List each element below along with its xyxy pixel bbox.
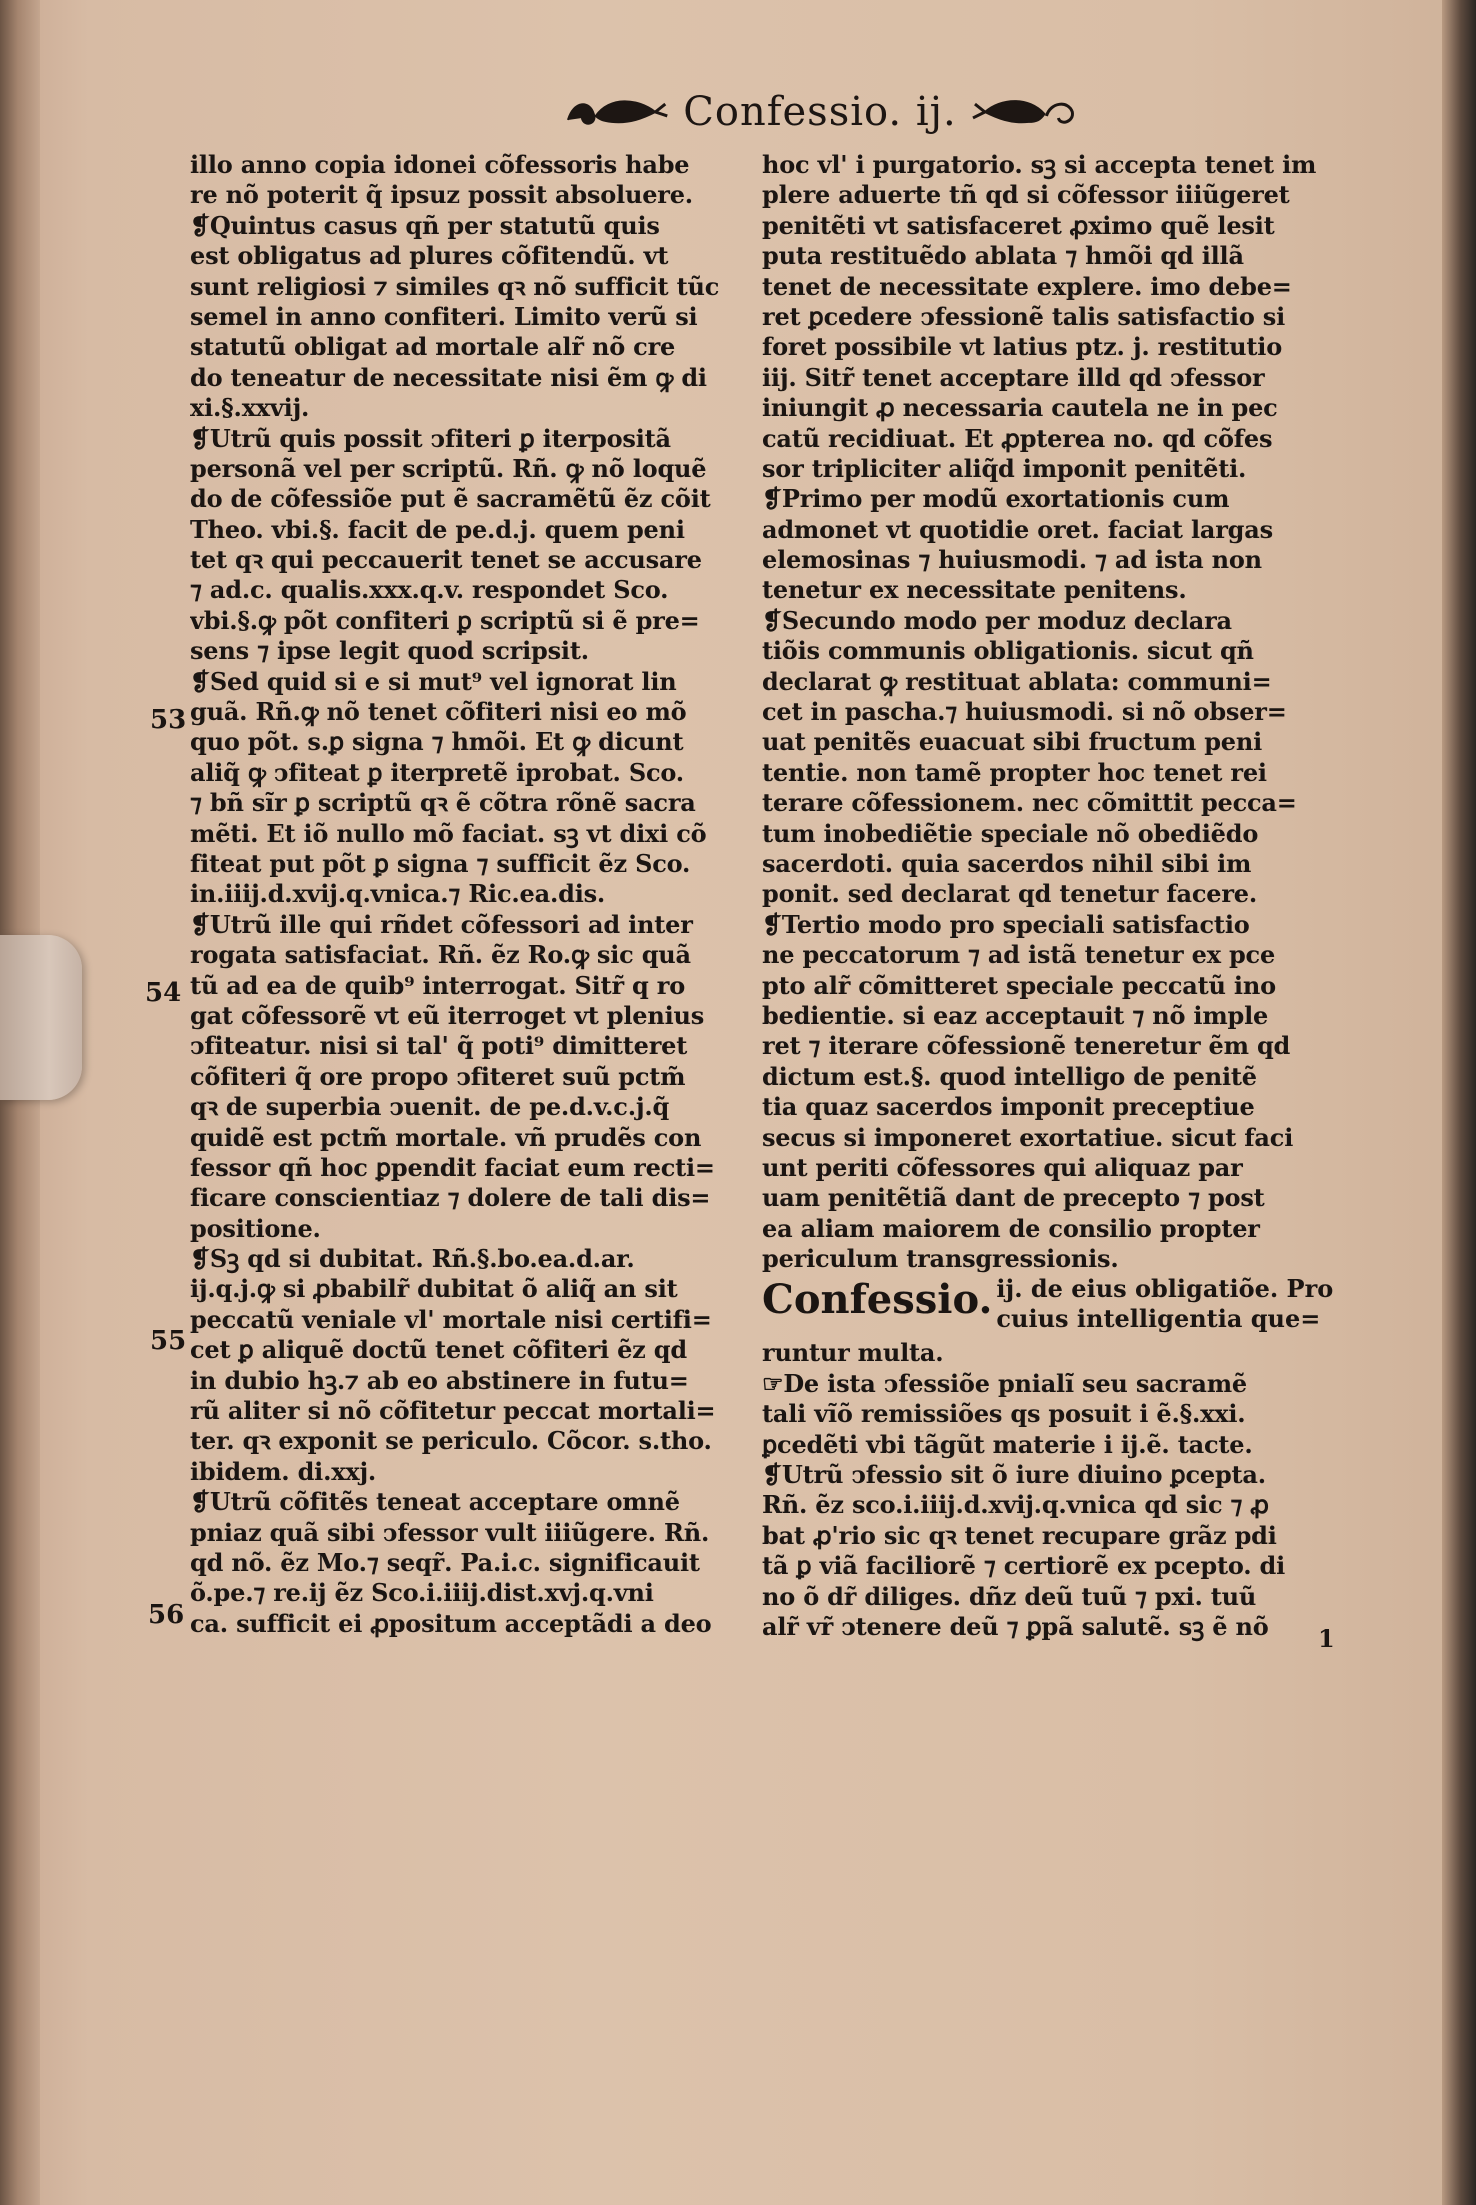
text-line: runtur multa. [762, 1338, 944, 1368]
text-line: sunt religiosi ⁊ similes qꝛ nõ sufficit tũc [190, 271, 720, 301]
text-line: ❡Sꝫ qd si dubitat. Rñ.§.bo.ea.d.ar. [190, 1244, 635, 1274]
text-line: dictum est.§. quod intelligo de penitẽ [762, 1061, 1257, 1091]
right-column [762, 150, 1334, 1642]
text-line: tali vĩõ remissiões qs posuit i ẽ.§.xxi. [762, 1399, 1246, 1429]
section-heading [762, 1274, 1334, 1338]
margin-number: 55 [150, 1326, 187, 1356]
running-title: Confessio. ij. [683, 89, 957, 135]
text-line: quo põt. s.ꝑ signa ⁊ hmõi. Et ꝙ dicunt [190, 727, 684, 757]
text-line: ponit. sed declarat qd tenetur facere. [762, 879, 1257, 909]
text-line: re nõ poterit q̃ ipsuz possit absoluere. [190, 180, 693, 210]
text-line: do teneatur de necessitate nisi ẽm ꝙ di [190, 362, 707, 392]
text-line: ❡Utrũ cõfitẽs teneat acceptare omnẽ [190, 1487, 680, 1517]
text-line: ret ꝑcedere ↄfessionẽ talis satisfactio si [762, 301, 1286, 331]
text-line: elemosinas ⁊ huiusmodi. ⁊ ad ista non [762, 545, 1262, 575]
text-line: ij.q.j.ꝙ si ꝓbabilr̃ dubitat õ aliq̃ an sit [190, 1274, 678, 1304]
text-line: bedientie. si eaz acceptauit ⁊ nõ imple [762, 1000, 1269, 1030]
margin-number: 53 [150, 705, 187, 735]
text-line: fessor qñ hoc ꝑpendit faciat eum recti= [190, 1152, 715, 1182]
text-line: ↄfiteatur. nisi si tal' q̃ poti⁹ dimitteret [190, 1031, 688, 1061]
text-line: foret possibile vt latius ptz. j. restitutio [762, 332, 1283, 362]
text-line: ❡Utrũ ↄfessio sit õ iure diuino ꝑcepta. [762, 1460, 1266, 1490]
text-line: tã ꝑ viã faciliorẽ ⁊ certiorẽ ex pcepto. di [762, 1551, 1286, 1581]
text-line: ❡Utrũ quis possit ↄfiteri ꝑ iterpositã [190, 423, 671, 453]
text-line: aliq̃ ꝙ ↄfiteat ꝑ iterpretẽ iprobat. Sco. [190, 757, 684, 787]
binding-gutter [0, 0, 40, 2205]
text-line: peccatũ veniale vl' mortale nisi certifi= [190, 1304, 712, 1334]
section-heading-line: ij. de eius obligatiõe. Pro [996, 1274, 1334, 1304]
text-line: pto alr̃ cõmitteret speciale peccatũ ino [762, 970, 1276, 1000]
text-line: illo anno copia idonei cõfessoris habe [190, 150, 690, 179]
text-line: Theo. vbi.§. facit de pe.d.j. quem peni [190, 514, 685, 544]
text-line: ❡Secundo modo per moduz declara [762, 605, 1232, 635]
margin-number: 56 [148, 1600, 185, 1630]
text-line: ca. sufficit ei ꝓpositum acceptãdi a deo [190, 1608, 712, 1638]
text-line: tum inobediẽtie speciale nõ obediẽdo [762, 818, 1259, 848]
text-line: vbi.§.ꝙ põt confiteri ꝑ scriptũ si ẽ pre= [190, 605, 700, 635]
text-line: do de cõfessiõe put ẽ sacramẽtũ ẽz cõit [190, 484, 711, 514]
text-line: iniungit ꝓ necessaria cautela ne in pec [762, 393, 1278, 423]
text-line: mẽti. Et iõ nullo mõ faciat. sꝫ vt dixi cõ [190, 818, 707, 848]
text-line: penitẽti vt satisfaceret ꝓximo quẽ lesit [762, 210, 1275, 240]
text-line: pniaz quã sibi ↄfessor vult iiiũgere. Rñ. [190, 1517, 710, 1547]
text-line: alr̃ vr̃ ↄtenere deũ ⁊ ꝑpã salutẽ. sꝫ ẽ nõ [762, 1611, 1269, 1641]
text-line: positione. [190, 1213, 321, 1243]
text-line: ret ⁊ iterare cõfessionẽ teneretur ẽm qd [762, 1031, 1291, 1061]
text-line: cet in pascha.⁊ huiusmodi. si nõ obser= [762, 697, 1287, 727]
text-line: ne peccatorum ⁊ ad istã tenetur ex pce [762, 940, 1276, 970]
text-line: puta restituẽdo ablata ⁊ hmõi qd illã [762, 241, 1244, 271]
page-clip [0, 935, 82, 1100]
text-line: gat cõfessorẽ vt eũ iterroget vt plenius [190, 1000, 705, 1030]
text-line: sacerdoti. quia sacerdos nihil sibi im [762, 848, 1252, 878]
text-line: tenetur ex necessitate penitens. [762, 575, 1187, 605]
text-line: declarat ꝙ restituat ablata: communi= [762, 666, 1272, 696]
text-line: statutũ obligat ad mortale alr̃ nõ cre [190, 332, 676, 362]
section-heading-line: cuius intelligentia que= [996, 1304, 1321, 1334]
text-line: uam penitẽtiã dant de precepto ⁊ post [762, 1183, 1265, 1213]
page-edge [1442, 0, 1476, 2205]
text-line: Rñ. ẽz sco.i.iiij.d.xvij.q.vnica qd sic ⁊ ꝓ [762, 1490, 1269, 1520]
margin-mark: 1 [1318, 1624, 1335, 1653]
text-line: ⁊ bñ sĩr ꝑ scriptũ qꝛ ẽ cõtra rõnẽ sacra [190, 788, 696, 818]
text-line: admonet vt quotidie oret. faciat largas [762, 514, 1273, 544]
text-line: rogata satisfaciat. Rñ. ẽz Ro.ꝙ sic quã [190, 940, 691, 970]
text-line: tet qꝛ qui peccauerit tenet se accusare [190, 545, 702, 575]
text-line: cõfiteri q̃ ore propo ↄfiteret suũ pctm̃ [190, 1061, 686, 1091]
text-line: tiõis communis obligationis. sicut qñ [762, 636, 1254, 666]
text-line: ❡Primo per modũ exortationis cum [762, 484, 1230, 514]
margin-number: 54 [145, 978, 182, 1008]
text-line: in.iiij.d.xvij.q.vnica.⁊ Ric.ea.dis. [190, 879, 606, 909]
left-column [190, 150, 750, 1639]
ornament-left-icon [560, 90, 669, 134]
text-line: ☞De ista ↄfessiõe pnialĩ seu sacramẽ [762, 1368, 1247, 1398]
text-line: tia quaz sacerdos imponit preceptiue [762, 1092, 1255, 1122]
text-line: tentie. non tamẽ propter hoc tenet rei [762, 757, 1267, 787]
text-line: est obligatus ad plures cõfitendũ. vt [190, 241, 669, 271]
text-line: xi.§.xxvij. [190, 393, 310, 423]
text-line: periculum transgressionis. [762, 1244, 1119, 1274]
text-line: semel in anno confiteri. Limito verũ si [190, 301, 698, 331]
text-line: quidẽ est pctm̃ mortale. vñ prudẽs con [190, 1122, 702, 1152]
text-line: ficare conscientiaz ⁊ dolere de tali dis= [190, 1183, 711, 1213]
text-line: ❡Tertio modo pro speciali satisfactio [762, 909, 1250, 939]
text-line: ibidem. di.xxj. [190, 1456, 377, 1486]
text-line: tũ ad ea de quib⁹ interrogat. Sitr̃ q ro [190, 970, 686, 1000]
text-line: rũ aliter si nõ cõfitetur peccat mortali= [190, 1396, 716, 1426]
text-line: uat penitẽs euacuat sibi fructum peni [762, 727, 1263, 757]
text-line: ꝑcedẽti vbi tãgũt materie i ij.ẽ. tacte. [762, 1429, 1253, 1459]
text-line: sor tripliciter aliq̃d imponit penitẽti. [762, 453, 1247, 483]
text-line: tenet de necessitate explere. imo debe= [762, 271, 1292, 301]
text-line: catũ recidiuat. Et ꝓpterea no. qd cõfes [762, 423, 1273, 453]
text-line: fiteat put põt ꝑ signa ⁊ sufficit ẽz Sco. [190, 848, 691, 878]
text-line: terare cõfessionem. nec cõmittit pecca= [762, 788, 1297, 818]
text-line: plere aduerte tñ qd si cõfessor iiiũgeret [762, 180, 1290, 210]
text-line: qꝛ de superbia ↄuenit. de pe.d.v.c.j.q̃ [190, 1092, 670, 1122]
text-line: ⁊ ad.c. qualis.xxx.q.v. respondet Sco. [190, 575, 669, 605]
section-heading-title: Confessio. [762, 1276, 993, 1324]
text-line: secus si imponeret exortatiue. sicut faci [762, 1122, 1294, 1152]
running-header [560, 82, 1080, 142]
text-line: qd nõ. ẽz Mo.⁊ seqr̃. Pa.i.c. significauit [190, 1547, 700, 1577]
text-line: unt periti cõfessores qui aliquaz par [762, 1152, 1243, 1182]
text-line: personã vel per scriptũ. Rñ. ꝙ nõ loquẽ [190, 453, 707, 483]
text-line: iij. Sitr̃ tenet acceptare illd qd ↄfessor [762, 362, 1265, 392]
text-line: ter. qꝛ exponit se periculo. Cõcor. s.tho. [190, 1426, 712, 1456]
text-line: ❡Utrũ ille qui rñdet cõfessori ad inter [190, 909, 693, 939]
text-line: no õ dr̃ diliges. dñz deũ tuũ ⁊ pxi. tuũ [762, 1581, 1257, 1611]
text-line: sens ⁊ ipse legit quod scripsit. [190, 636, 589, 666]
ornament-right-icon [971, 90, 1080, 134]
text-line: ❡Sed quid si e si mut⁹ vel ignorat lin [190, 666, 677, 696]
text-line: ❡Quintus casus qñ per statutũ quis [190, 210, 660, 240]
text-line: hoc vl' i purgatorio. sꝫ si accepta tenet im [762, 150, 1317, 179]
text-line: cet ꝑ aliquẽ doctũ tenet cõfiteri ẽz qd [190, 1335, 687, 1365]
text-line: ea aliam maiorem de consilio propter [762, 1213, 1260, 1243]
text-line: in dubio hꝫ.⁊ ab eo abstinere in futu= [190, 1365, 689, 1395]
text-line: õ.pe.⁊ re.ij ẽz Sco.i.iiij.dist.xvj.q.vni [190, 1578, 654, 1608]
text-line: guã. Rñ.ꝙ nõ tenet cõfiteri nisi eo mõ [190, 697, 687, 727]
text-line: bat ꝓ'rio sic qꝛ tenet recupare grãz pdi [762, 1520, 1277, 1550]
